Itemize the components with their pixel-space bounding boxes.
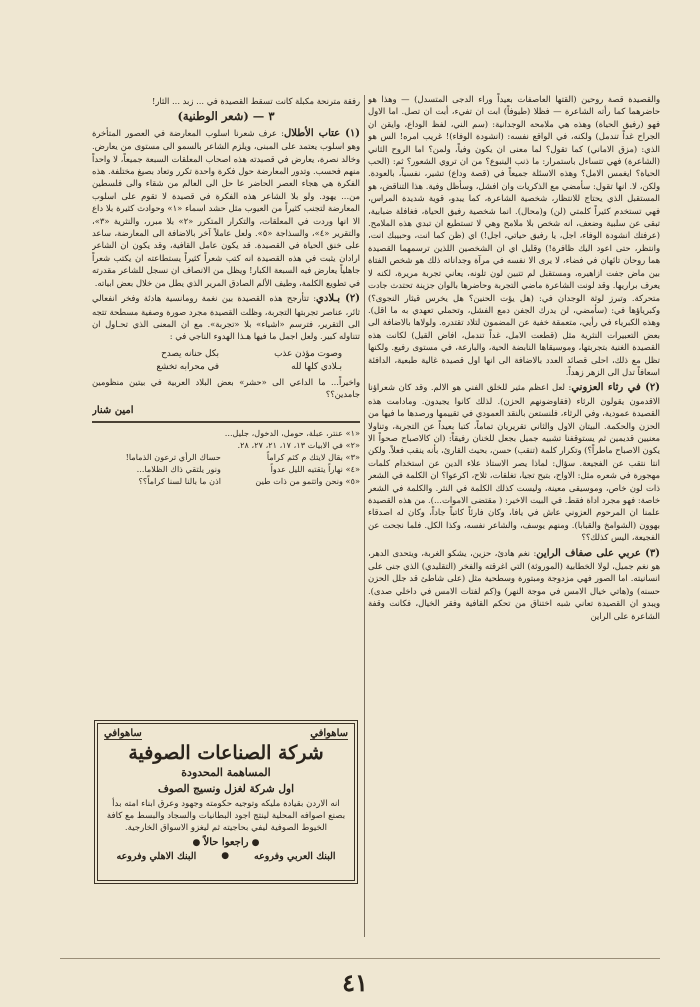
- poem-hemistich: بـلادي كلها لله: [291, 361, 342, 372]
- subsection-paragraph: [92, 127, 360, 289]
- ad-company-type: المساهمة المحدودة: [181, 766, 271, 779]
- poem-hemistich: في محرابه تخشع: [156, 361, 219, 372]
- bottom-rule: [60, 958, 660, 959]
- subsection-text: : عرف شعرنا اسلوب المعارضة في العصور المتأخرة وهو اسلوب يعتمد على المبنى، ويلزم الشاعر بالسمو الى مستوى من يعارض. وخالد نصرة، يعارض في قصيدته هذه اصحاب المعلقات السبعة جميعاً، لا واحداً منهم فحسب. وتدور المعارضة حول فكرة واحدة تكرر وتعاد بصيغ مختلفة. هذه الفكرة هي هجاء العصر الحاضر عا حل الى العالم من شقاء والى فلسطين من... يهود. ولو بلا الشاعر هذه الفكرة في قصيدة لا تقوم على اسلوب المعارضة لتجنب كثيراً من العيوب مثل حشد اسماء «١» وحوادث كثيرة بلا داع الا انها وردت في المعلقات، والتكرار المتكرر «٢» بلا مبرر، والنثرية «٣»، والتقرير «٤»، والسذاجة «٥». ولعل عاملاً آخر بالاضافة الى المعارضة، ساعد على خنق الحياة في القصيدة. قد يكون عامل القافية، وقد يكون ان الشاعر ارادان يثبت في هذه القصيدة انه كتب شعراً كثيراً يستطاعته ان يكتب شعراً جاهلياً يعارض فيه السبعة الكبار! ويظل من الانصاف ان نسجل للشاعر مقدرته في تطويع الكلمة، وطيف الألم الصادق المرير الذي يطل من خلال بعض ابياته.: [92, 127, 360, 288]
- ad-cta-text: راجعوا حالاً: [203, 837, 249, 848]
- section-title: (٢) في رثاء العزوني: [571, 382, 660, 394]
- right-intro-paragraph: والقصيدة قصة روحين (القتها العاصفات بعيداً وراء الدجى المتسدل) — وهذا هو حاضرهما كما رأته الشاعرة — فظلا (طيوفاً) ابت ان تفيء، أبت ان تصل. اما الاول فهو (رفيق الحياة) وهذه هي ملامحه الوجدانية: (سم الني، لفظ الوداع، وايقن ان الجراح غداً تندمل) ولكنه، في الواقع نفسه: (انشودة الوفاء)! غريب امره! الس هو الذي: (مزق الاماني) كما تقول؟ لما معنى ان يكون وفياً، ولمن؟ اما الروح الثاني (الشاعرة) فهي تتساءل باستمرار: ما ذنب الينبوع؟ من ان تروي الشعور؟ ثم: (الحب الحياة؟ ايغمس الامل؟ وهذه الاسئلة جميعاً في (قصة وداع) تشير، نفسياً، بالعودة. ولكن، لا. انها تقول: سأمضي مع الذكريات وان افشل، وسأظل وفية. هذا التناقض، هو المستقبل الذي يحتاج للانتظار، شخصية الشاعرة، كما يبدو، قوية شديدة المراس، فهي تستخدم كثيراً كلمتي (لن) و(محال). انما شخصية رفيق الحياة، فغافلة ضبابية، تبقى عن سلبية وضعف، انه شخص بلا ملامح وهي لا تستطيع ان تبدي هذه الملامح. (عرفتك انشودة الوفاء، اجل، يا رفيق حياتي، اجل!) اي (ظن كما انت، وحبيبك انت، وانتظر، حتى اعود اليك ظافرة!) وقليل اي ان الشخصين اللذين ترسمهما القصيدة هما روحان تائهان في فضاء، لا يرى الا نفسه في مرآة وجداناته ذلك هو شخص الفتاة بين ماض جفت ازاهيره، ومستقبل لم تتبين لون تلونه، يعاني تجربة مريرة، لكنه لا يعرف براريها. وقد لونت الشاعرة ماضي التجربة وحاضرها بالوان جزينة تحتدث جادت متحركة. وتبرز لوثة الوجدان في: (هل يؤت الحنين؟ هل يخرس قيثار النجوى؟) وكبرياؤها في: (سأمضي، لن يدرك الجفن دمع الفشل، وتحملي تعهدي به ما اقل). وهذه الكبرياء في رأيي، متعمقة خفية عن المضمون لتلاد تقتدره. ولولاها بالاضافة الى بعض التعبيرات النثرية مثل (قطعت الامل، غداً تندمل، افاض القيل) لكانت هذه القصيدة الغنية بتجربتها، وموسيقاها النابضة الحية، والبارعة، في مستوى رفيع. ولكنها تظل مع ذلك، احلى قصائد العدد بالاضافة الى انها اول قصيدة غالية طبعية، الدافئة اسعافاً تدل الى الزهر زهداً.: [368, 94, 660, 377]
- section-text: : نغم هادئ، حزين، يشكو الغربة، ويتحدى الدهر، هو نغم جميل، لولا الخطابية (الموروثة) التي اغرقته والفخر (التقليدي) الذي جنى على انسانيته. اما الصور فهي مزدوجة ومبتورة وسطحية مثل (على شاطئ قد جلل الحزن حسنه) و(هاتي خيال الامس في موجة النهر) و(كم لفتات الامس في داخلي صدى). ويبدو ان القصيدة تعاني شبه اختناق من تحكم القافية وفقر الخيال، فكانت وقفة الشاعرة على الراين: [368, 547, 660, 621]
- footnote-rule: [92, 421, 360, 423]
- footnote-verse: «٣» بقال لايتك م كثم كراماً: [266, 451, 360, 462]
- section-paragraph: [368, 381, 660, 543]
- footnotes: [92, 427, 360, 451]
- ad-banks: [104, 851, 348, 862]
- footnote-verses: [92, 451, 360, 487]
- patriotic-poetry-title: ٣ — (شعر الوطنية): [177, 109, 275, 124]
- section-text: : لعل اعظم مثير للخلق الفني هو الالم. وقد كان شعراؤنا الاقدمون يقولون الرثاء (فقاوضونهم الحزن). لذلك كانوا يجيدون. ومادامت هذه القصيدة عمودية، وفي الرثاء، فلنستعن بالنقد العمودي في تقييمها ورصدها ما فيها من الحزن والحكمة. البيتان الاول والثاني تقريريان تماماً، كتبا بعيداً عن التجربة، وتناولا معنيين قديمين ثم يستوقفنا تشبيه جميل بجعل للخنان رفيقاً: (ان كالاصباح صحواً الا يكون الاصباح ماطراً؟) وتكرار كلمة (تنقب) حسن، بحيث القارئ، بأنه ينقب فعلاً. ولكن انتا نتقب عن الفجيعة. سؤال: لماذا يصر الاستاذ علاء الدين عن استخدام كلمات مهجورة في شعره مثل: الاواح، بتيح تجيا، تغلقات، ثلاح، اكرعوا؟ ان الكلمة في الشعر ذات لون خاص، وموسيقى معينة، وليست كذلك الكلمة في النثر. والكلمة في الشعر خاصة: فهو مجرد اداة فقط. في البيت الاخير: ( مقتضى الاموات...). من هذه القصيدة علمنا ان المرحوم العزوني عاش في يافا، وكان فارئاً كاتباً جاداً، وكان له اصدقاء بهوون (الشوامخ والقبابا). ومنهم يوسف، والشاعر نفسه، وكذا الكل. فلما نجحت عن الفجيعة، اليس كذلك؟؟: [368, 382, 660, 543]
- poem-verses: [92, 346, 360, 376]
- closing-paragraph: واخيراً... ما الداعي الى «حشر» بعض البلاد العربية في بيتين منظومين جامدين؟؟: [92, 376, 360, 400]
- bullet-icon: ●: [221, 851, 230, 861]
- author-signature: امين شنار: [92, 404, 134, 416]
- footnote-verse: «٤» نهاراً يتقتيه الليل عدواً: [270, 463, 360, 474]
- left-intro-line: رفقة مترنحة مكبلة كانت تسقط القصيدة في ... زبد ... الثار!: [151, 96, 360, 106]
- poem-hemistich: بكل حنانه يصدح: [161, 348, 219, 359]
- ad-bank-right: البنك العربي وفروعه: [254, 851, 336, 862]
- ad-call-to-action: [104, 837, 348, 848]
- right-column: [368, 93, 660, 947]
- ad-brand-right: ساهوافي: [310, 728, 348, 739]
- subsection-title: (٢) بـلادي: [316, 293, 360, 305]
- page-number: ٤١: [342, 968, 368, 997]
- footnote-line: «٢» في الابيات ١٣، ١٧، ٢١، ٢٧، ٢٨.: [237, 439, 360, 450]
- ad-tagline: اول شركة لغزل ونسيج الصوف: [158, 783, 294, 795]
- subsection-text: : تتأرجح هذه القصيدة بين نغمة رومانسية هادئة وفخر انفعالي ثائر، عناصر تجربتها التجربة، وظلت القصيدة مجرد صورة وصفية مسطحة تتجه الى التقرير، فترسم «اشياء» بلا «تجربة». مع ان المعنى الذي تحـاول ان تتناوله كبير. ولعل اجمل ما فيها هـذا الهدوء الناجي في :: [92, 293, 360, 342]
- footnote-line: «١» عنتر، عبلة، حومل، الدخول، جليل...: [224, 427, 360, 438]
- ad-header: [104, 728, 348, 740]
- column-divider: [364, 95, 365, 937]
- subsection-title: (١) عتاب الأطلال: [283, 127, 360, 139]
- footnote-verse: «٥» ونحن واتتمو من ذات طين: [255, 475, 360, 486]
- section-title: (٣) عربي على صفاف الراين: [536, 547, 660, 559]
- footnote-verse: اذن ما بالنا لسنا كراماً؟؟: [138, 475, 221, 486]
- wool-company-advertisement: [94, 720, 358, 884]
- ad-brand-left: ساهوافي: [104, 728, 142, 739]
- ad-bank-left: البنك الاهلي وفروعه: [116, 851, 197, 862]
- ad-body-text: انه الاردن بقيادة مليكه وتوجيه حكومته وجهود وعرق ابناء امته بدأ بصنع اصوافه المحلية لينتج اجود البطانيات والسجاد والبسط مع كافة الخيوط الصوفية ليفي بحاجيته ثم ليغزو الاسواق الخارجية.: [106, 799, 346, 833]
- footnote-verse: ونور يلتقي ذاك الظلاما...: [136, 463, 221, 474]
- section-paragraph: [368, 547, 660, 622]
- footnote-verse: حساك الرأي ترعون الذماما!: [125, 451, 221, 462]
- poem-hemistich: وصوت مؤذن عذب: [274, 348, 342, 359]
- subsection-paragraph: [92, 292, 360, 343]
- bullet-icon: ●: [192, 838, 204, 848]
- ad-company-name: شركة الصناعات الصوفية: [128, 742, 324, 764]
- bullet-icon: ●: [248, 838, 260, 848]
